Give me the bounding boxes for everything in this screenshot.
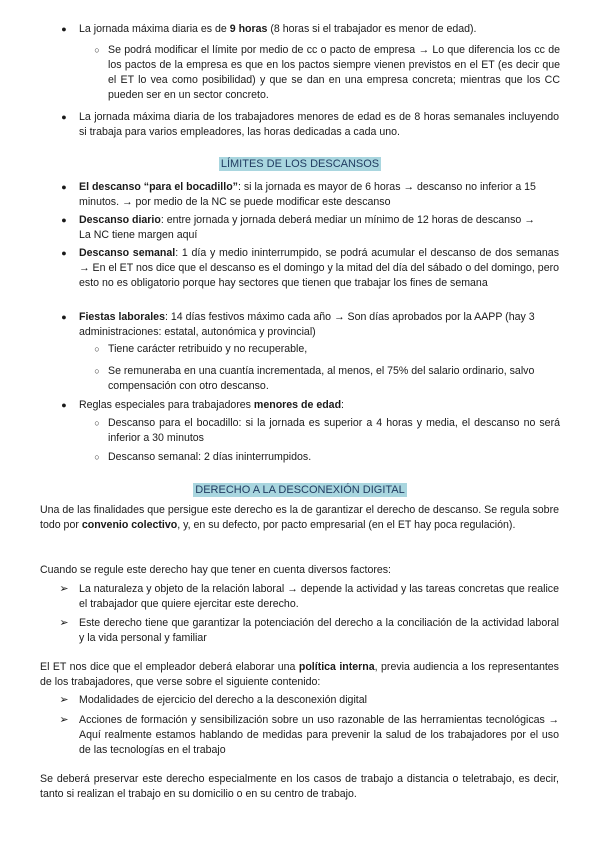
fiestas-remuneracion-subitem: Se remuneraba en una cuantía incrementada, al menos, el 75% del salario ordinario, salvo compensación con otro descanso. (108, 365, 535, 392)
sub-bullet-icon: ○ (94, 344, 100, 354)
factores-paragraph: Cuando se regule este derecho hay que tener en cuenta diversos factores: (40, 564, 391, 576)
arrow-bullet-icon: ➢ (59, 714, 69, 726)
modificacion-limite-subitem: Se podrá modificar el límite por medio de cc o pacto de empresa → Lo que diferencia los cc de los pactos de la empresa es que en los pactos siempre vienen previstos en el ET (es decir que el ET lo vea como posibilidad) y que se dan en una empresa concreta; mientras que los CC pueden ser en un sector concreto. (108, 44, 560, 101)
descanso-semanal-item: Descanso semanal: 1 día y medio ininterrumpido, se podrá acumular el descanso de dos semanas → En el ET nos dice que el descanso es el domingo y la mitad del día del sábado o del domingo, pero esto no es obligatorio porque hay sectores que tienen que trabajar los fines de semana (79, 247, 559, 289)
descanso-bocadillo-item: El descanso “para el bocadillo”: si la jornada es mayor de 6 horas → descanso no inferior a 15 minutos. → por medio de la NC se puede modificar este descanso (79, 181, 536, 208)
jornada-menores-item: La jornada máxima diaria de los trabajadores menores de edad es de 8 horas semanales incluyendo si trabaja para varios empleadores, las horas dedicadas a cada uno. (79, 111, 559, 138)
sub-bullet-icon: ○ (94, 45, 100, 55)
naturaleza-relacion-item: La naturaleza y objeto de la relación laboral → depende la actividad y las tareas concretas que realice el trabajador que quiere ejercitar este derecho. (79, 583, 559, 610)
bullet-icon: ● (61, 112, 67, 122)
menores-bocadillo-subitem: Descanso para el bocadillo: si la jornada es superior a 4 horas y media, el descanso no será inferior a 30 minutos (108, 417, 560, 444)
bullet-icon: ● (61, 248, 67, 258)
politica-interna-paragraph: El ET nos dice que el empleador deberá elaborar una política interna, previa audiencia a los representantes de los trabajadores, que verse sobre el siguiente contenido: (40, 661, 559, 688)
jornada-maxima-item: La jornada máxima diaria es de 9 horas (8 horas si el trabajador es menor de edad). (79, 23, 477, 35)
menores-semanal-subitem: Descanso semanal: 2 días ininterrumpidos. (108, 451, 312, 463)
fiestas-retribuido-subitem: Tiene carácter retribuido y no recuperable, (108, 343, 308, 355)
heading-limites-descansos: LÍMITES DE LOS DESCANSOS (220, 158, 380, 170)
heading-desconexion-digital: DERECHO A LA DESCONEXIÓN DIGITAL (195, 484, 405, 496)
sub-bullet-icon: ○ (94, 418, 100, 428)
finalidad-paragraph: Una de las finalidades que persigue este derecho es la de garantizar el derecho de descanso. Se regula sobre todo por convenio colectivo, y, en su defecto, por pacto empresarial (en el ET hay poca regulación). (40, 504, 559, 531)
bullet-icon: ● (61, 182, 67, 192)
fiestas-laborales-item: Fiestas laborales: 14 días festivos máximo cada año → Son días aprobados por la AAPP (hay 3 administraciones: estatal, autonómica y provincial) (79, 311, 535, 338)
arrow-bullet-icon: ➢ (59, 694, 69, 706)
teletrabajo-paragraph: Se deberá preservar este derecho especialmente en los casos de trabajo a distancia o teletrabajo, es decir, tanto si realizan el trabajo en su domicilio o en su centro de trabajo. (40, 773, 559, 800)
formacion-item: Acciones de formación y sensibilización sobre un uso razonable de las herramientas tecnológicas → Aquí realmente estamos hablando de medidas para prevenir la salud de los trabajadores por el uso de las tecnologías en el trabajo (79, 714, 559, 756)
descanso-diario-item: Descanso diario: entre jornada y jornada deberá mediar un mínimo de 12 horas de descanso → La NC tiene margen aquí (79, 214, 535, 241)
bullet-icon: ● (61, 400, 67, 410)
arrow-bullet-icon: ➢ (59, 617, 69, 629)
bullet-icon: ● (61, 24, 67, 34)
modalidades-item: Modalidades de ejercicio del derecho a la desconexión digital (79, 694, 367, 706)
conciliacion-item: Este derecho tiene que garantizar la potenciación del derecho a la conciliación de la actividad laboral y la vida personal y familiar (79, 617, 559, 644)
arrow-bullet-icon: ➢ (59, 583, 69, 595)
bullet-icon: ● (61, 215, 67, 225)
sub-bullet-icon: ○ (94, 366, 100, 376)
bullet-icon: ● (61, 312, 67, 322)
sub-bullet-icon: ○ (94, 452, 100, 462)
reglas-menores-item: Reglas especiales para trabajadores menores de edad: (79, 399, 344, 411)
